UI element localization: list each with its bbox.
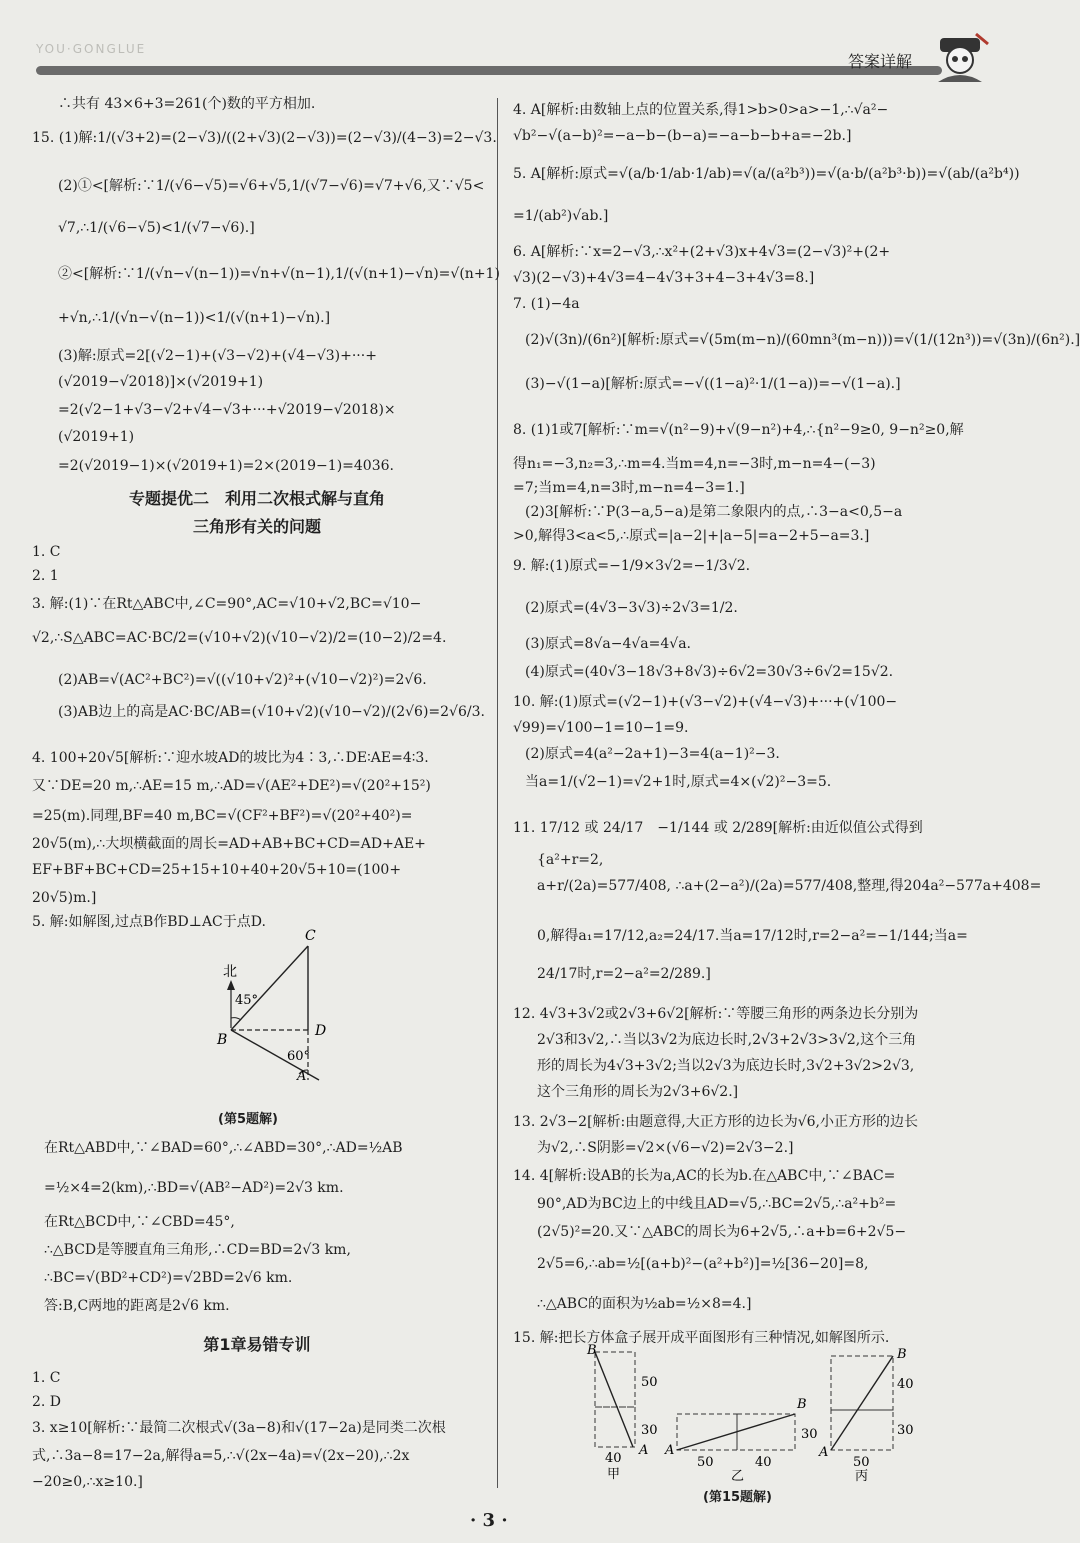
text-line: 13. 2√3−2[解析:由题意得,大正方形的边长为√6,小正方形的边长	[513, 1114, 918, 1130]
figure-15	[573, 1342, 913, 1482]
text-line: −20≥0,∴x≥10.]	[32, 1474, 143, 1490]
bing-30-label: 30	[897, 1423, 914, 1438]
yi-rect-left	[677, 1414, 737, 1450]
brand-text: YOU·GONGLUE	[36, 42, 147, 56]
text-line: =1/(ab²)√ab.]	[513, 208, 609, 224]
text-line: (2)原式=(4√3−3√3)÷2√3=1/2.	[525, 600, 738, 616]
text-line: 4. A[解析:由数轴上点的位置关系,得1>b>0>a>−1,∴√a²−	[513, 102, 889, 118]
header-title: 答案详解	[848, 52, 913, 71]
text-line: (4)原式=(40√3−18√3+8√3)÷6√2=30√3÷6√2=15√2.	[525, 664, 894, 680]
text-line: 14. 4[解析:设AB的长为a,AC的长为b.在△ABC中,∵∠BAC=	[513, 1168, 896, 1184]
yi-name: 乙	[731, 1469, 745, 1484]
text-line: (√2019−√2018)]×(√2019+1)	[58, 374, 264, 390]
text-line: 2. D	[32, 1394, 62, 1410]
text-line: 5. 解:如解图,过点B作BD⊥AC于点D.	[32, 914, 266, 930]
section-title: 第1章易错专训	[203, 1335, 311, 1354]
text-line: 90°,AD为BC边上的中线且AD=√5,∴BC=2√5,∴a²+b²=	[537, 1196, 897, 1212]
page-number: · 3 ·	[470, 1510, 508, 1531]
text-line: 在Rt△ABD中,∵∠BAD=60°,∴∠ABD=30°,∴AD=½AB	[44, 1140, 403, 1156]
text-line: 20√5)m.]	[32, 890, 97, 906]
text-line: =2(√2−1+√3−√2+√4−√3+···+√2019−√2018)×	[58, 402, 396, 418]
section-title: 三角形有关的问题	[192, 517, 321, 536]
angle-60-label: 60°	[287, 1049, 311, 1064]
text-line: (2)原式=4(a²−2a+1)−3=4(a−1)²−3.	[525, 746, 780, 762]
section-title: 专题提优二 利用二次根式解与直角	[128, 489, 385, 508]
text-line: +√n,∴1/(√n−√(n−1))<1/(√(n+1)−√n).]	[58, 310, 331, 326]
text-line: 2. 1	[32, 568, 59, 584]
text-line: 形的周长为4√3+3√2;当以2√3为底边长时,3√2+3√2>2√3,	[537, 1058, 915, 1074]
text-line: (2√5)²=20.又∵△ABC的周长为6+2√5,∴a+b=6+2√5−	[537, 1224, 907, 1240]
text-line: (3)AB边上的高是AC·BC/AB=(√10+√2)(√10−√2)/(2√6)=2√6/3.	[58, 704, 485, 720]
text-line: ∴共有 43×6+3=261(个)数的平方相加.	[58, 96, 316, 112]
text-line: 3. x≥10[解析:∵最简二次根式√(3a−8)和√(17−2a)是同类二次根	[32, 1420, 446, 1436]
text-line: ∴BC=√(BD²+CD²)=√2BD=2√6 km.	[44, 1270, 293, 1286]
yi-path	[677, 1414, 795, 1450]
text-line: 答:B,C两地的距离是2√6 km.	[44, 1298, 230, 1314]
angle-45-label: 45°	[235, 993, 259, 1008]
text-line: =7;当m=4,n=3时,m−n=4−3=1.]	[513, 480, 745, 496]
bing-a-label: A	[819, 1445, 829, 1460]
jia-rect-bottom	[595, 1407, 635, 1447]
text-line: 11. 17/12 或 24/17 −1/144 或 2/289[解析:由近似值公式得到	[513, 820, 923, 836]
text-line: 9. 解:(1)原式=−1/9×3√2=−1/3√2.	[513, 558, 751, 574]
text-line: (2)①<[解析:∵1/(√6−√5)=√6+√5,1/(√7−√6)=√7+√6,又∵√5<	[58, 178, 485, 194]
text-line: ∴△BCD是等腰直角三角形,∴CD=BD=2√3 km,	[44, 1242, 351, 1258]
bing-path	[831, 1356, 893, 1450]
bing-rect-bottom	[831, 1410, 893, 1450]
text-line: {a²+r=2,	[537, 852, 604, 868]
jia-name: 甲	[607, 1467, 621, 1482]
text-line: EF+BF+BC+CD=25+15+10+40+20√5+10=(100+	[32, 862, 402, 878]
point-a-label: A	[297, 1069, 307, 1084]
text-line: 15. (1)解:1/(√3+2)=(2−√3)/((2+√3)(2−√3))=(2−√3)/(4−3)=2−√3.	[32, 130, 497, 146]
page-header	[0, 0, 1024, 90]
bing-name: 丙	[855, 1469, 869, 1484]
text-line: 12. 4√3+3√2或2√3+6√2[解析:∵等腰三角形的两条边长分别为	[513, 1006, 919, 1022]
jia-40-label: 40	[605, 1451, 622, 1466]
text-line: (3)解:原式=2[(√2−1)+(√3−√2)+(√4−√3)+···+	[58, 348, 377, 364]
figure-5	[215, 928, 365, 1084]
yi-50-label: 50	[697, 1455, 714, 1470]
text-line: =25(m).同理,BF=40 m,BC=√(CF²+BF²)=√(20²+40²)=	[32, 808, 413, 824]
figure-15-caption: (第15题解)	[703, 1490, 772, 1505]
north-arrow-head	[227, 980, 235, 990]
jia-30-label: 30	[641, 1423, 658, 1438]
text-line: (3)−√(1−a)[解析:原式=−√((1−a)²·1/(1−a))=−√(1−a).]	[525, 376, 901, 392]
text-line: √7,∴1/(√6−√5)<1/(√7−√6).]	[58, 220, 255, 236]
text-line: 6. A[解析:∵x=2−√3,∴x²+(2+√3)x+4√3=(2−√3)²+(2+	[513, 244, 891, 260]
bing-40-label: 40	[897, 1377, 914, 1392]
text-line: ∴△ABC的面积为½ab=½×8=4.]	[537, 1296, 752, 1312]
text-line: (3)原式=8√a−4√a=4√a.	[525, 636, 691, 652]
text-line: (2)AB=√(AC²+BC²)=√((√10+√2)²+(√10−√2)²)=2√6.	[58, 672, 427, 688]
text-line: 3. 解:(1)∵在Rt△ABC中,∠C=90°,AC=√10+√2,BC=√10−	[32, 596, 422, 612]
angle-arc-45	[231, 1018, 241, 1020]
text-line: 0,解得a₁=17/12,a₂=24/17.当a=17/12时,r=2−a²=−1/144;当a=	[537, 928, 968, 944]
text-line: 得n₁=−3,n₂=3,∴m=4.当m=4,n=−3时,m−n=4−(−3)	[513, 456, 876, 472]
jia-b-label: B	[587, 1343, 597, 1358]
mascot-icon	[930, 30, 990, 85]
header-bar	[36, 66, 942, 75]
yi-40-label: 40	[755, 1455, 772, 1470]
yi-b-label: B	[797, 1397, 807, 1412]
point-d-label: D	[315, 1023, 327, 1039]
point-b-label: B	[217, 1032, 228, 1048]
yi-rect-right	[737, 1414, 795, 1450]
text-line: 1. C	[32, 1370, 61, 1386]
text-line: 24/17时,r=2−a²=2/289.]	[537, 966, 711, 982]
text-line: 7. (1)−4a	[513, 296, 580, 312]
text-line: a+r/(2a)=577/408, ∴a+(2−a²)/(2a)=577/408,整理,得204a²−577a+408=	[537, 878, 1042, 894]
text-line: (√2019+1)	[58, 429, 135, 445]
yi-30-label: 30	[801, 1427, 818, 1442]
jia-rect-top	[595, 1352, 635, 1407]
text-line: 又∵DE=20 m,∴AE=15 m,∴AD=√(AE²+DE²)=√(20²+15²)	[32, 778, 431, 794]
yi-a-label: A	[665, 1443, 675, 1458]
north-label: 北	[223, 964, 237, 980]
text-line: 4. 100+20√5[解析:∵迎水坡AD的坡比为4∶3,∴DE∶AE=4∶3.	[32, 750, 429, 766]
text-line: 15. 解:把长方体盒子展开成平面图形有三种情况,如解图所示.	[513, 1330, 890, 1346]
text-line: 1. C	[32, 544, 61, 560]
text-line: (2)√(3n)/(6n²)[解析:原式=√(5m(m−n)/(60mn³(m−n)))=√(1/(12n³))=√(3n)/(6n²).]	[525, 332, 1080, 348]
text-line: 20√5(m),∴大坝横截面的周长=AD+AB+BC+CD=AD+AE+	[32, 836, 426, 852]
text-line: 5. A[解析:原式=√(a/b·1/ab·1/ab)=√(a/(a²b³))=√(a·b/(a²b³·b))=√(ab/(a²b⁴))	[513, 166, 1020, 182]
point-c-label: C	[305, 928, 316, 944]
figure-5-caption: (第5题解)	[218, 1112, 278, 1127]
text-line: 8. (1)1或7[解析:∵m=√(n²−9)+√(9−n²)+4,∴{n²−9≥0, 9−n²≥0,解	[513, 422, 964, 438]
text-line: ②<[解析:∵1/(√n−√(n−1))=√n+√(n−1),1/(√(n+1)−√n)=√(n+1)	[58, 266, 500, 282]
text-line: 式,∴3a−8=17−2a,解得a=5,∴√(2x−4a)=√(2x−20),∴2x	[32, 1448, 410, 1464]
text-line: =2(√2019−1)×(√2019+1)=2×(2019−1)=4036.	[58, 458, 394, 474]
column-divider	[497, 98, 498, 1488]
line-bc	[231, 946, 308, 1030]
text-line: =½×4=2(km),∴BD=√(AB²−AD²)=2√3 km.	[44, 1180, 344, 1196]
text-line: 这个三角形的周长为2√3+6√2.]	[537, 1084, 739, 1100]
text-line: 在Rt△BCD中,∵∠CBD=45°,	[44, 1214, 235, 1230]
text-line: 当a=1/(√2−1)=√2+1时,原式=4×(√2)²−3=5.	[525, 774, 832, 790]
jia-a-label: A	[639, 1443, 649, 1458]
text-line: √2,∴S△ABC=AC·BC/2=(√10+√2)(√10−√2)/2=(10−2)/2=4.	[32, 630, 447, 646]
text-line: 为√2,∴S阴影=√2×(√6−√2)=2√3−2.]	[537, 1140, 794, 1156]
text-line: 10. 解:(1)原式=(√2−1)+(√3−√2)+(√4−√3)+···+(√100−	[513, 694, 898, 710]
text-line: √3)(2−√3)+4√3=4−4√3+3+4−3+4√3=8.]	[513, 270, 815, 286]
text-line: >0,解得3<a<5,∴原式=|a−2|+|a−5|=a−2+5−a=3.]	[513, 528, 870, 544]
text-line: √b²−√(a−b)²=−a−b−(b−a)=−a−b−b+a=−2b.]	[513, 128, 852, 144]
bing-50-label: 50	[853, 1455, 870, 1470]
text-line: 2√5=6,∴ab=½[(a+b)²−(a²+b²)]=½[36−20]=8,	[537, 1256, 869, 1272]
jia-path	[595, 1352, 633, 1447]
bing-b-label: B	[897, 1347, 907, 1362]
text-line: √99)=√100−1=10−1=9.	[513, 720, 689, 736]
text-line: 2√3和3√2,∴当以3√2为底边长时,2√3+2√3>3√2,这个三角	[537, 1032, 917, 1048]
text-line: (2)3[解析:∵P(3−a,5−a)是第二象限内的点,∴3−a<0,5−a	[525, 504, 903, 520]
jia-50-label: 50	[641, 1375, 658, 1390]
